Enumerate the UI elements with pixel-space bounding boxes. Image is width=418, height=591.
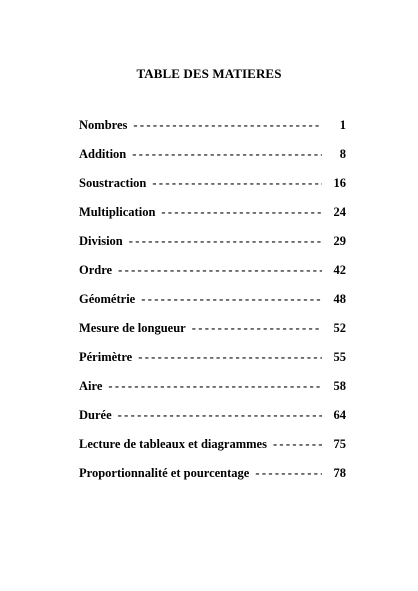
toc-entry-page: 1	[339, 118, 346, 132]
toc-leader-dots	[255, 465, 322, 481]
toc-entry-page: 42	[333, 263, 346, 277]
toc-leader-dots	[129, 233, 322, 249]
toc-leader-dots	[152, 175, 322, 191]
toc-entry-page: 55	[333, 350, 346, 364]
toc-entry	[79, 465, 346, 494]
toc-entry	[79, 378, 346, 407]
toc-leader-dots	[132, 146, 322, 162]
toc-leader-dots	[141, 291, 322, 307]
toc-entry-label: Ordre	[79, 263, 113, 277]
page-title: TABLE DES MATIERES	[136, 66, 282, 81]
toc-entry	[79, 117, 346, 146]
toc-entry	[79, 291, 346, 320]
toc-entry	[79, 204, 346, 233]
toc-leader-dots	[108, 378, 322, 394]
toc-entry-page: 58	[333, 379, 346, 393]
toc-leader-dots	[118, 407, 322, 423]
toc-entry	[79, 262, 346, 291]
toc-entry-label: Durée	[79, 408, 112, 422]
toc-entry-label: Nombres	[79, 118, 128, 132]
toc-entry-label: Lecture de tableaux et diagrammes	[79, 437, 267, 451]
toc-entry-label: Division	[79, 234, 123, 248]
toc-leader-dots	[133, 117, 322, 133]
toc-entry-page: 29	[333, 234, 346, 248]
toc-entry-page: 52	[333, 321, 346, 335]
toc-entry	[79, 407, 346, 436]
toc-leader-dots	[192, 320, 322, 336]
toc-entry-page: 16	[333, 176, 346, 190]
toc-entry	[79, 349, 346, 378]
toc-entry-page: 75	[333, 437, 346, 451]
toc-leader-dots	[118, 262, 322, 278]
toc-entry	[79, 320, 346, 349]
toc-entry-label: Addition	[79, 147, 127, 161]
toc-entry	[79, 175, 346, 204]
toc-entry-label: Géométrie	[79, 292, 136, 306]
toc-entry	[79, 436, 346, 465]
toc-entry	[79, 146, 346, 175]
toc-entry-label: Proportionnalité et pourcentage	[79, 466, 250, 480]
toc-entry-label: Périmètre	[79, 350, 133, 364]
toc-leader-dots	[273, 436, 322, 452]
toc-entry-page: 24	[333, 205, 346, 219]
toc-entry-page: 48	[333, 292, 346, 306]
toc-entry	[79, 233, 346, 262]
toc-entry-page: 8	[339, 147, 346, 161]
toc-entry-label: Soustraction	[79, 176, 147, 190]
toc-entry-label: Aire	[79, 379, 103, 393]
toc-entry-page: 78	[333, 466, 346, 480]
toc-leader-dots	[161, 204, 322, 220]
toc-entry-label: Mesure de longueur	[79, 321, 186, 335]
toc-leader-dots	[138, 349, 322, 365]
table-of-contents	[79, 117, 346, 494]
toc-entry-label: Multiplication	[79, 205, 156, 219]
toc-entry-page: 64	[333, 408, 346, 422]
